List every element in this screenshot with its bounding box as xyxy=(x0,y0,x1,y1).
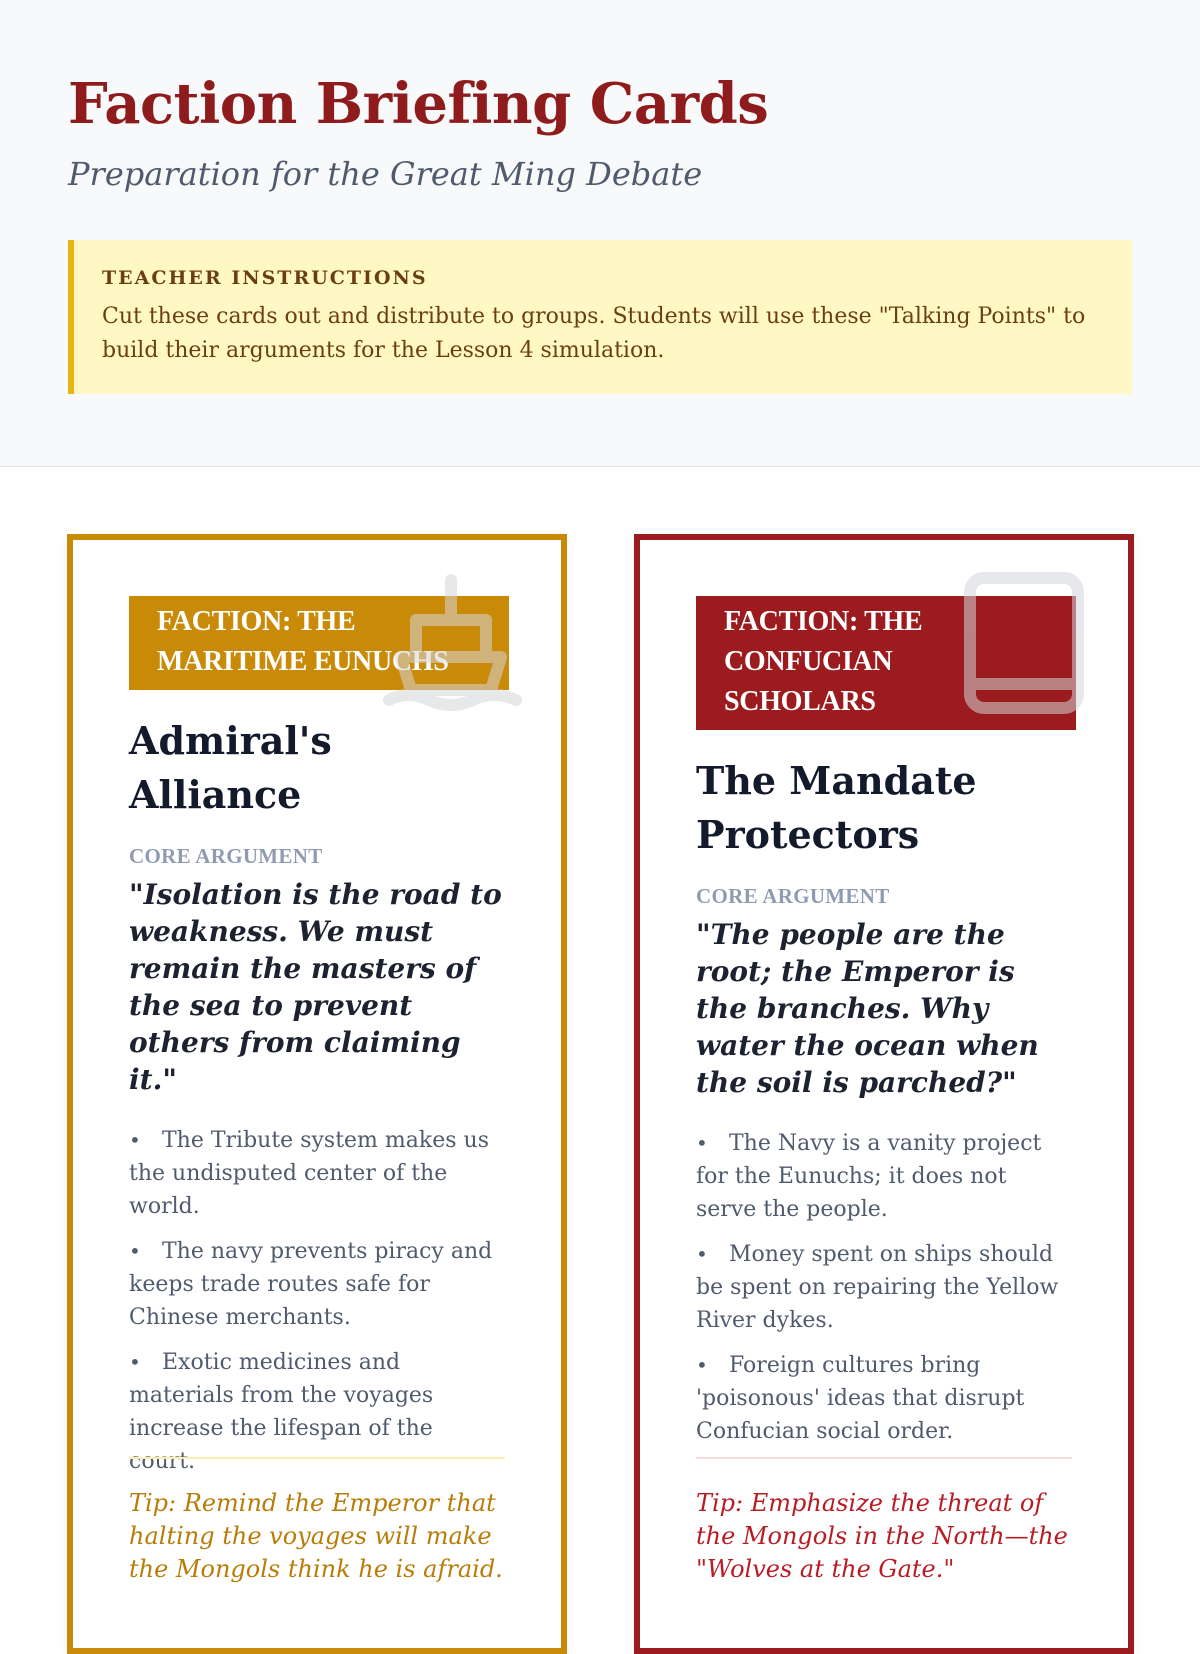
faction-card-maritime-eunuchs xyxy=(67,534,567,1654)
page-subtitle: Preparation for the Great Ming Debate xyxy=(68,155,703,193)
teacher-instructions-box xyxy=(68,240,1132,394)
bullet-icon: • xyxy=(129,1350,141,1374)
bullet-icon: • xyxy=(696,1353,708,1377)
tip-section xyxy=(696,1457,1072,1586)
faction-card-confucian-scholars xyxy=(634,534,1134,1654)
core-argument-quote: "Isolation is the road to weakness. We must remain the masters of the sea to prevent others from claiming it." xyxy=(129,878,502,1096)
page-header xyxy=(0,0,1200,467)
faction-badge: FACTION: THE CONFUCIAN SCHOLARS xyxy=(696,596,1076,730)
tip-divider xyxy=(129,1457,505,1459)
core-argument-label: CORE ARGUMENT xyxy=(696,884,890,908)
tip-text: Tip: Remind the Emperor that halting the voyages will make the Mongols think he is afraid. xyxy=(129,1489,503,1583)
talking-point: • Foreign cultures bring 'poisonous' ideas that disrupt Confucian social order. xyxy=(696,1349,1072,1448)
bullet-icon: • xyxy=(129,1239,141,1263)
tip-section xyxy=(129,1457,505,1586)
talking-point: • Exotic medicines and materials from the voyages increase the lifespan of the court. xyxy=(129,1346,505,1478)
faction-badge: FACTION: THE MARITIME EUNUCHS xyxy=(129,596,509,690)
tip-text: Tip: Emphasize the threat of the Mongols in the North—the "Wolves at the Gate." xyxy=(696,1489,1068,1583)
talking-point: • The navy prevents piracy and keeps trade routes safe for Chinese merchants. xyxy=(129,1235,505,1334)
bullet-icon: • xyxy=(696,1131,708,1155)
instructions-body: Cut these cards out and distribute to groups. Students will use these "Talking Points" to build their arguments for the Lesson 4 simulation. xyxy=(102,304,1086,363)
instructions-heading: TEACHER INSTRUCTIONS xyxy=(102,267,428,289)
card-title: The Mandate Protectors xyxy=(696,758,977,857)
talking-points-list xyxy=(129,1124,505,1478)
core-argument-quote: "The people are the root; the Emperor is the branches. Why water the ocean when the soil is parched?" xyxy=(696,918,1039,1099)
talking-point: • The Navy is a vanity project for the Eunuchs; it does not serve the people. xyxy=(696,1127,1072,1226)
core-argument-label: CORE ARGUMENT xyxy=(129,844,323,868)
tip-divider xyxy=(696,1457,1072,1459)
talking-point: • The Tribute system makes us the undisputed center of the world. xyxy=(129,1124,505,1223)
talking-points-list xyxy=(696,1127,1072,1448)
bullet-icon: • xyxy=(129,1128,141,1152)
talking-point: • Money spent on ships should be spent on repairing the Yellow River dykes. xyxy=(696,1238,1072,1337)
card-title: Admiral's Alliance xyxy=(129,718,332,817)
bullet-icon: • xyxy=(696,1242,708,1266)
cards-container xyxy=(0,467,1200,1600)
page-title: Faction Briefing Cards xyxy=(68,71,769,137)
